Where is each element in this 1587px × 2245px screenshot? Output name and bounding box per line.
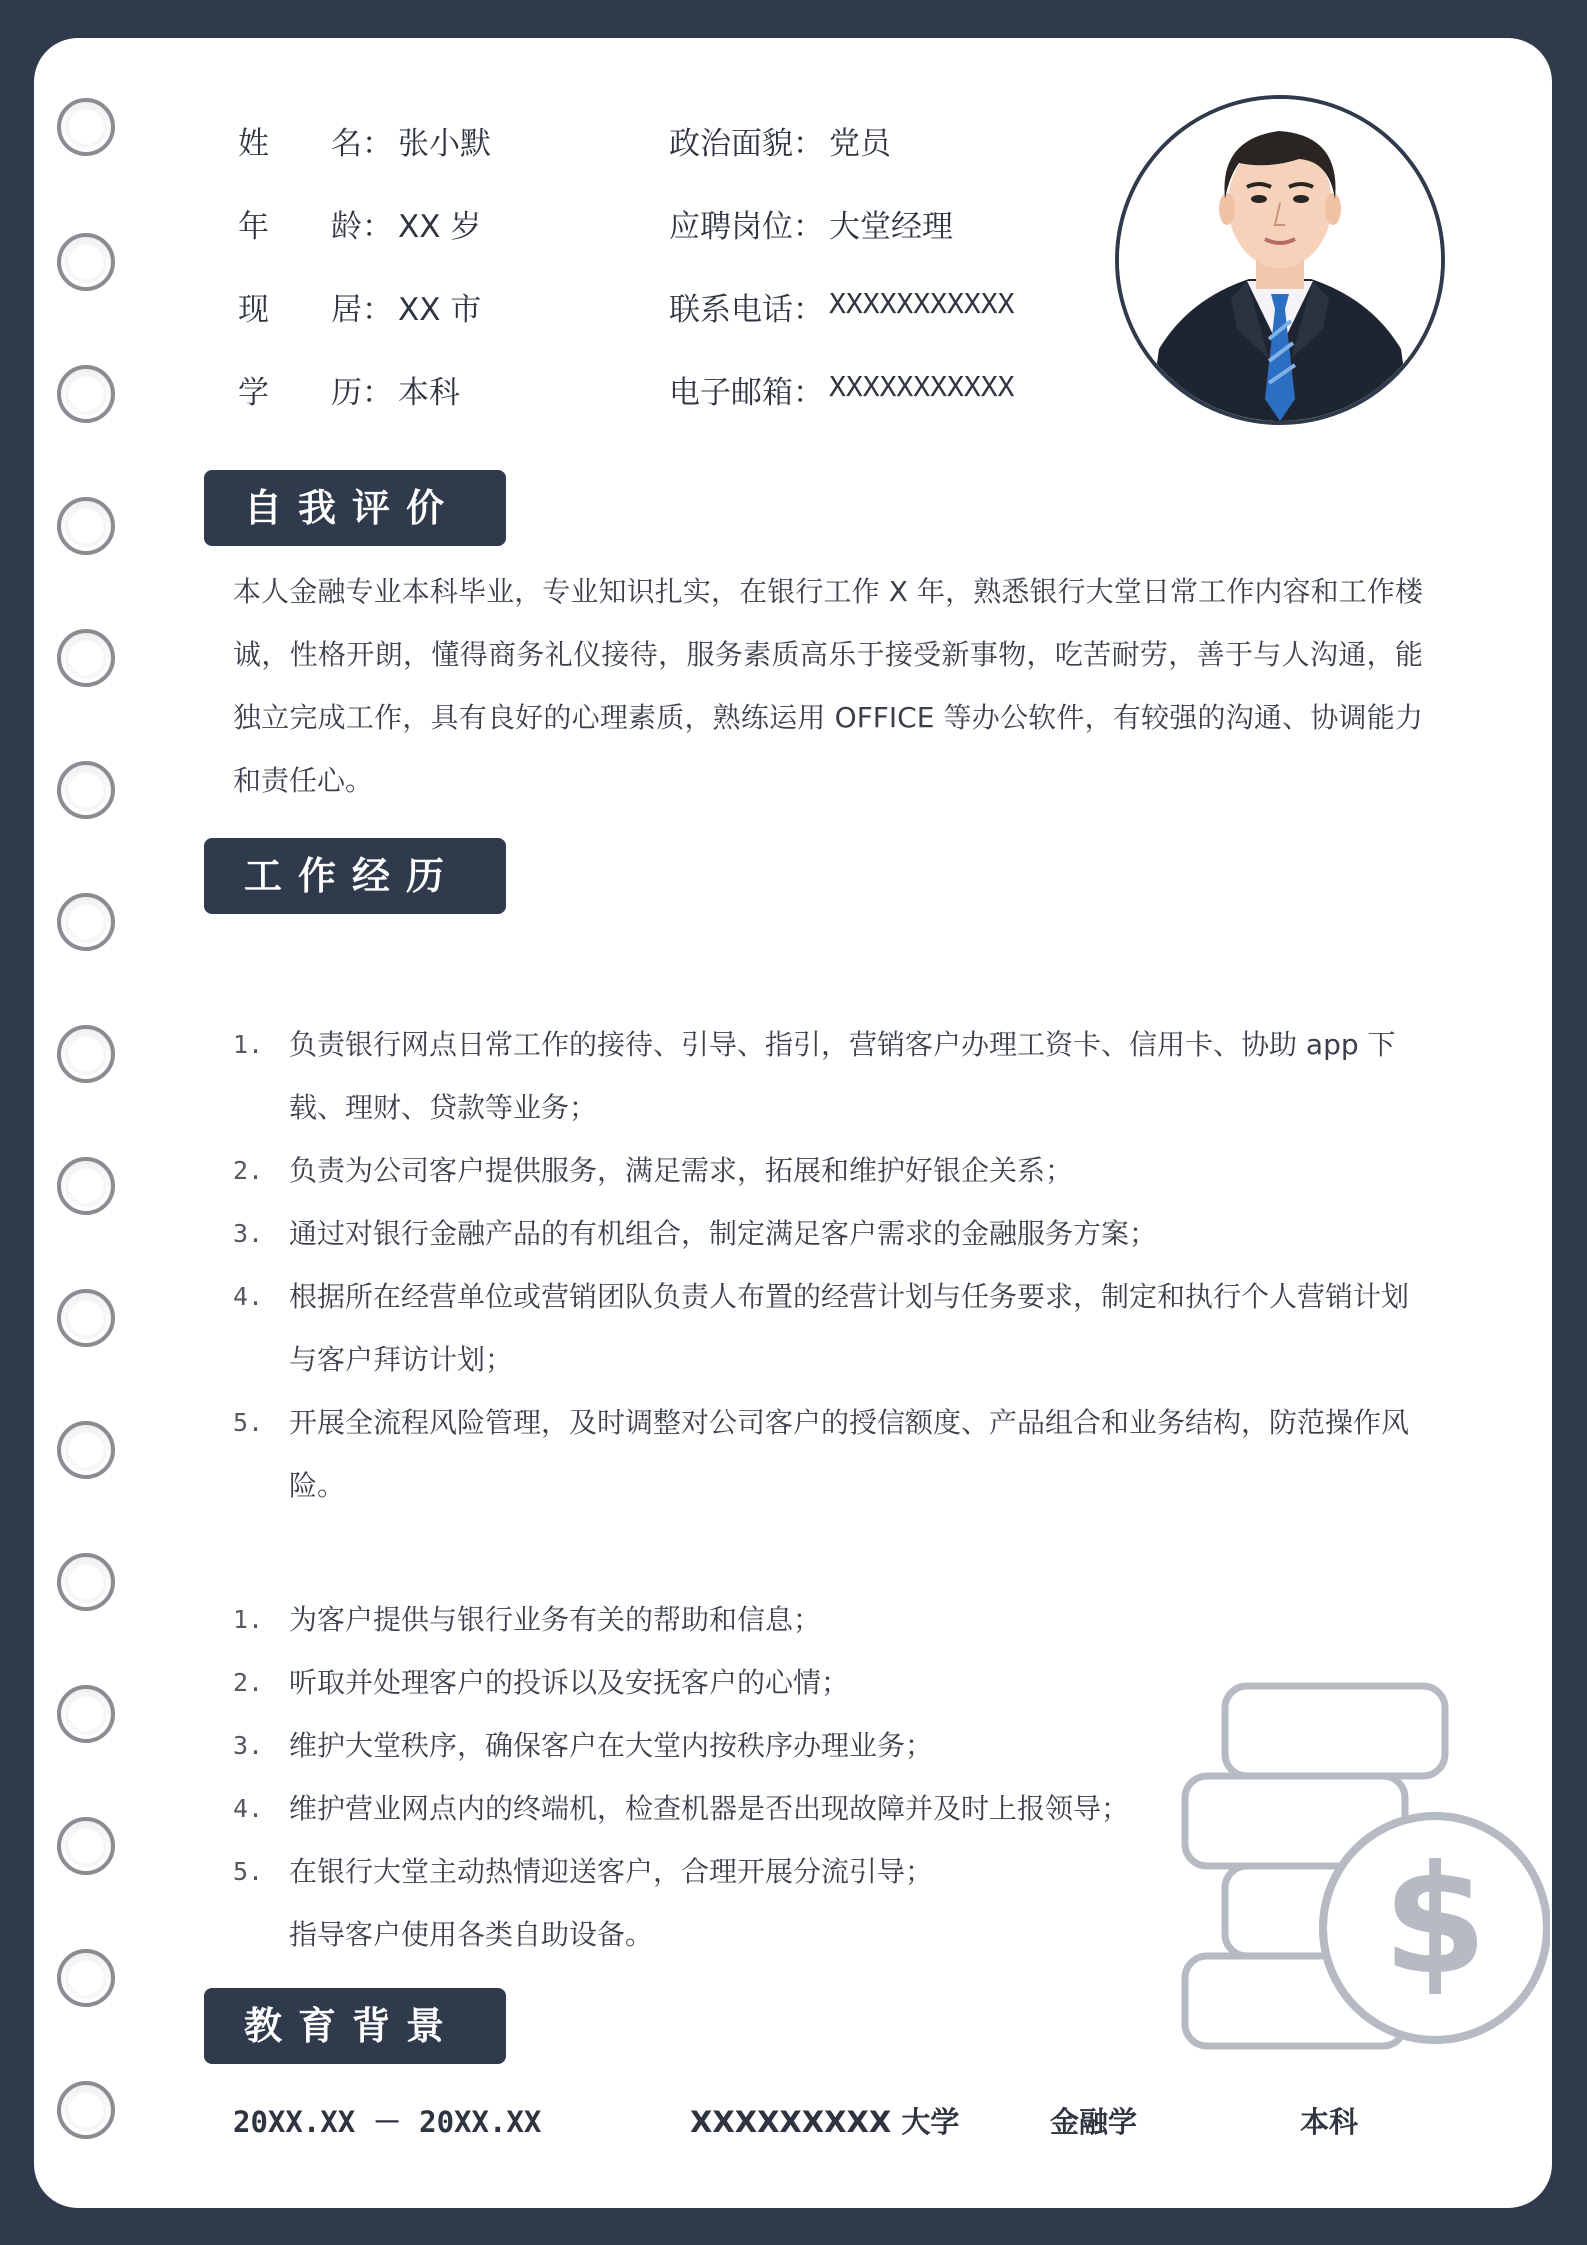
list-item-text: 维护大堂秩序，确保客户在大堂内按秩序办理业务；	[289, 1729, 934, 1762]
coin-stack-dollar-icon	[1180, 1680, 1550, 2060]
binder-ring	[57, 1817, 115, 1875]
section-self-eval: 自我评价	[204, 470, 506, 546]
list-item-number: 5.	[233, 1857, 264, 1886]
binder-ring	[57, 893, 115, 951]
list-item	[233, 1013, 1423, 1139]
political-value: 党员	[829, 126, 891, 162]
binder-ring	[57, 1553, 115, 1611]
education-period: 20XX.XX － 20XX.XX	[233, 2105, 542, 2139]
list-item-text: 开展全流程风险管理，及时调整对公司客户的授信额度、产品组合和业务结构，防范操作风险。	[289, 1406, 1410, 1502]
avatar-illustration-icon	[1119, 99, 1441, 421]
list-item-number: 3.	[233, 1731, 264, 1760]
section-education: 教育背景	[204, 1988, 506, 2064]
list-item-text: 指导客户使用各类自助设备。	[289, 1918, 654, 1951]
self-eval-text: 本人金融专业本科毕业，专业知识扎实，在银行工作 X 年，熟悉银行大堂日常工作内容和工作楼诚，性格开朗，懂得商务礼仪接待，服务素质高乐于接受新事物，吃苦耐劳，善于与人沟通，能独立完成工作，具有良好的心理素质，熟练运用 OFFICE 等办公软件，有较强的沟通、协调能力和责任心。	[233, 575, 1423, 797]
list-item-number: 4.	[233, 1282, 264, 1311]
phone-label: 联系电话：	[669, 292, 824, 328]
list-item-text: 通过对银行金融产品的有机组合，制定满足客户需求的金融服务方案；	[289, 1217, 1158, 1250]
binder-ring	[57, 1949, 115, 2007]
list-item-text: 在银行大堂主动热情迎送客户，合理开展分流引导；	[289, 1855, 934, 1888]
binder-ring	[57, 761, 115, 819]
binder-ring	[57, 1157, 115, 1215]
list-item-number: 1.	[233, 1030, 264, 1059]
name-label: 姓 名：	[238, 126, 393, 162]
name-value: 张小默	[398, 126, 491, 162]
position-label: 应聘岗位：	[669, 209, 824, 245]
age-label: 年 龄：	[238, 209, 393, 245]
binder-ring	[57, 1685, 115, 1743]
age-value: XX 岁	[398, 209, 482, 245]
binder-ring	[57, 1421, 115, 1479]
binder-ring	[57, 2081, 115, 2139]
list-item	[233, 1588, 1423, 1651]
work-duties-list	[233, 1013, 1423, 1517]
list-item-number: 4.	[233, 1794, 264, 1823]
binder-ring	[57, 629, 115, 687]
education-major: 金融学	[1050, 2105, 1138, 2139]
binder-ring	[57, 365, 115, 423]
list-item-text: 维护营业网点内的终端机，检查机器是否出现故障并及时上报领导；	[289, 1792, 1130, 1825]
list-item-number: 5.	[233, 1408, 264, 1437]
education-label: 学 历：	[238, 375, 393, 411]
list-item	[233, 1391, 1423, 1517]
list-item	[233, 1139, 1423, 1202]
svg-text:$: $	[1382, 1834, 1488, 2008]
binder-ring	[57, 1025, 115, 1083]
list-item	[233, 1265, 1423, 1391]
education-school: XXXXXXXXX 大学	[690, 2105, 960, 2139]
email-label: 电子邮箱：	[669, 375, 824, 411]
list-item-text: 为客户提供与银行业务有关的帮助和信息；	[289, 1603, 822, 1636]
list-item-number: 3.	[233, 1219, 264, 1248]
section-work: 工作经历	[204, 838, 506, 914]
list-item-text: 听取并处理客户的投诉以及安抚客户的心情；	[289, 1666, 850, 1699]
list-item-text: 根据所在经营单位或营销团队负责人布置的经营计划与任务要求，制定和执行个人营销计划与客户拜访计划；	[289, 1280, 1410, 1376]
education-degree: 本科	[1300, 2105, 1359, 2139]
list-item-number: 2.	[233, 1668, 264, 1697]
phone-value: XXXXXXXXXXX	[829, 287, 1015, 320]
political-label: 政治面貌：	[669, 126, 824, 162]
email-value: XXXXXXXXXXX	[829, 370, 1015, 403]
binder-ring	[57, 497, 115, 555]
education-value: 本科	[398, 375, 460, 411]
list-item-text: 负责为公司客户提供服务，满足需求，拓展和维护好银企关系；	[289, 1154, 1074, 1187]
position-value: 大堂经理	[829, 209, 953, 245]
binder-ring	[57, 233, 115, 291]
list-item-number: 2.	[233, 1156, 264, 1185]
list-item-text: 负责银行网点日常工作的接待、引导、指引，营销客户办理工资卡、信用卡、协助 app 下载、理财、贷款等业务；	[289, 1028, 1396, 1124]
avatar	[1115, 95, 1445, 425]
residence-label: 现 居：	[238, 292, 393, 328]
list-item-number: 1.	[233, 1605, 264, 1634]
binder-ring	[57, 1289, 115, 1347]
binder-ring	[57, 98, 115, 156]
residence-value: XX 市	[398, 292, 482, 328]
list-item	[233, 1202, 1423, 1265]
